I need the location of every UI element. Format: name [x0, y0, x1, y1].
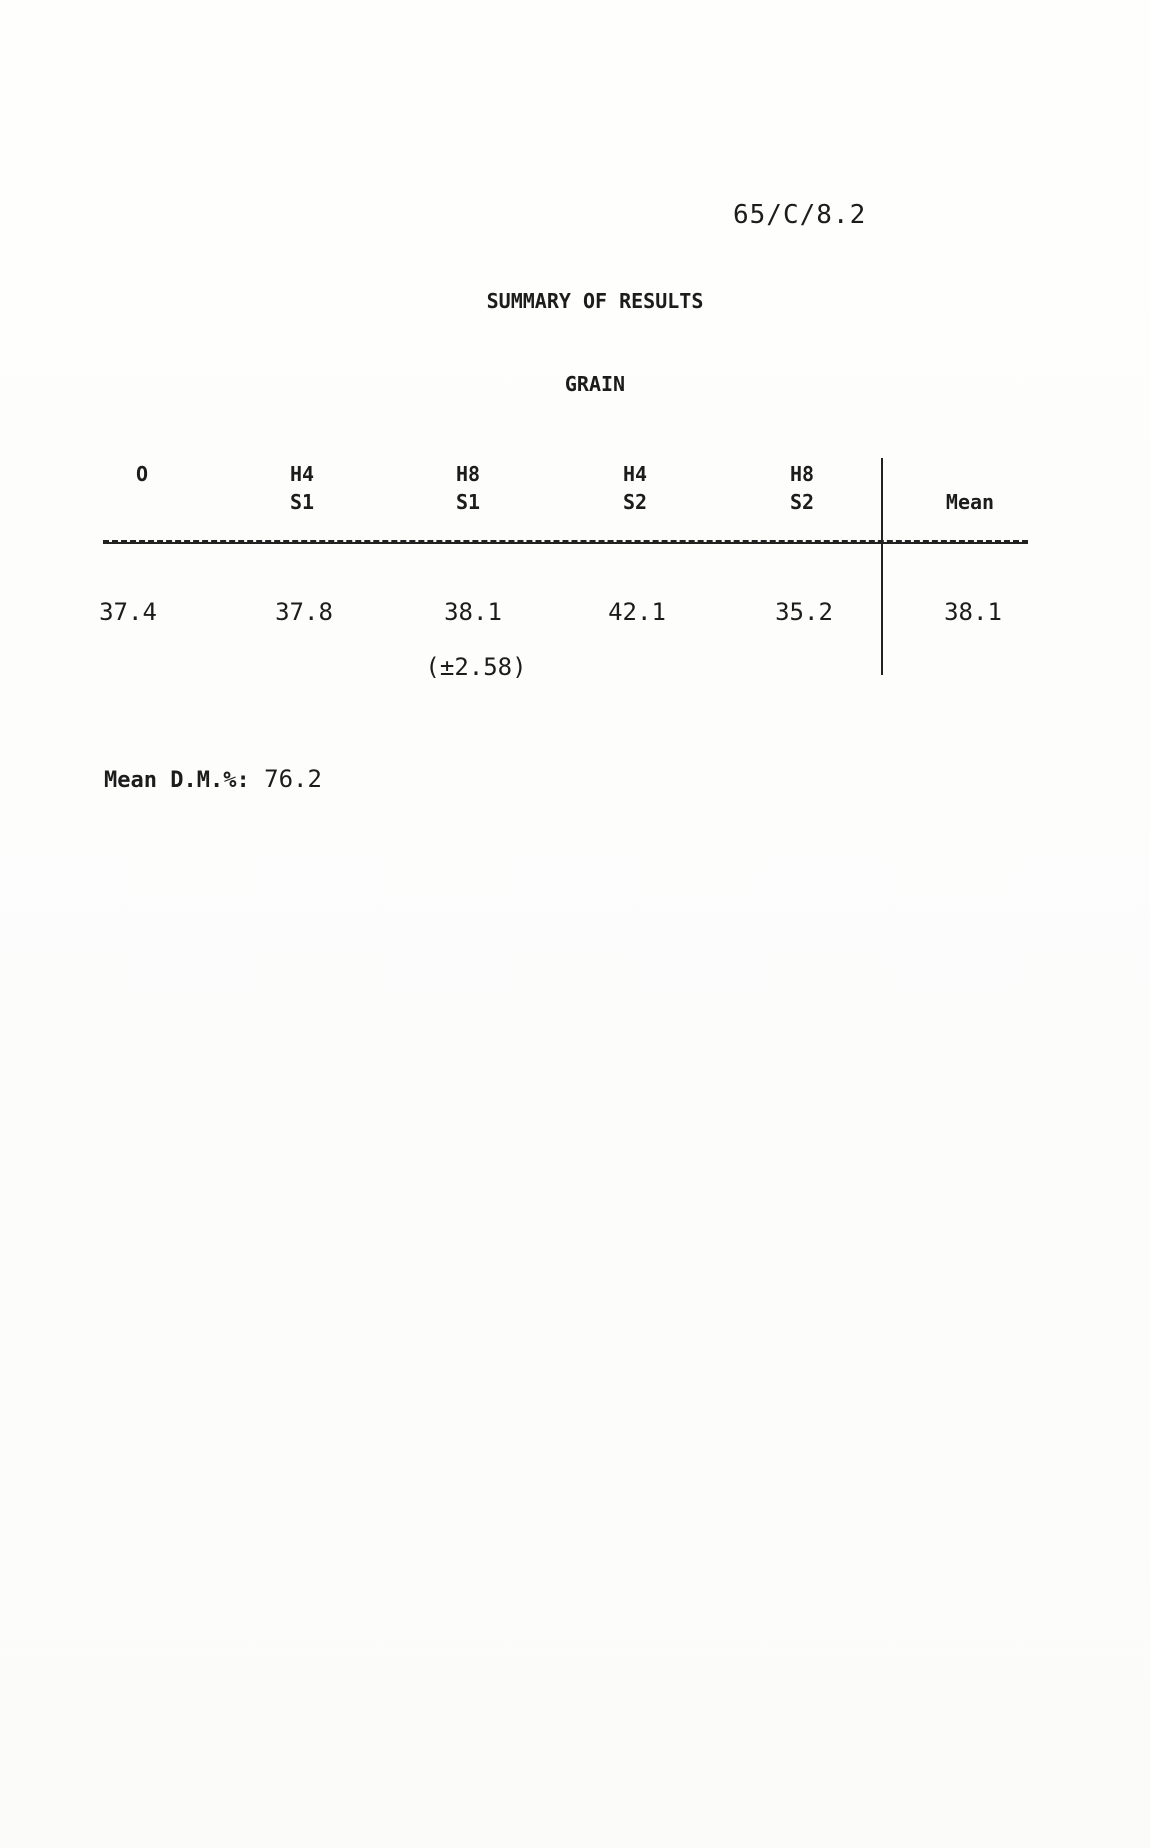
column-header-h4-s1 [242, 460, 362, 516]
column-header-line1: H8 [789, 462, 815, 486]
column-header-h4-s2 [575, 460, 695, 516]
value-h4-s2: 42.1 [608, 598, 666, 626]
column-header-line1: O [135, 462, 149, 486]
mean-dm-value: 76.2 [264, 765, 322, 793]
section-subtitle: GRAIN [564, 372, 626, 396]
document-reference: 65/C/8.2 [733, 200, 867, 230]
mean-dry-matter [104, 765, 322, 793]
column-header-line1: Mean [945, 490, 995, 514]
value-h8-s1: 38.1 [444, 598, 502, 626]
mean-dm-label: Mean D.M.%: [104, 768, 250, 793]
value-h4-s1: 37.8 [275, 598, 333, 626]
column-header-control [82, 460, 202, 488]
standard-error: (±2.58) [425, 653, 527, 681]
column-header-line2: S2 [789, 490, 815, 514]
value-mean: 38.1 [944, 598, 1002, 626]
column-header-h8-s2 [742, 460, 862, 516]
value-control: 37.4 [99, 598, 157, 626]
column-header-line1: H8 [455, 462, 481, 486]
mean-column-divider [881, 458, 883, 675]
column-header-line1: H4 [289, 462, 315, 486]
page-title: SUMMARY OF RESULTS [486, 289, 704, 313]
column-header-line2: S2 [622, 490, 648, 514]
column-header-h8-s1 [408, 460, 528, 516]
table-header-rule [103, 542, 1028, 544]
column-header-line2: S1 [289, 490, 315, 514]
column-header-mean [910, 488, 1030, 516]
column-header-line2: S1 [455, 490, 481, 514]
value-h8-s2: 35.2 [775, 598, 833, 626]
column-header-line1: H4 [622, 462, 648, 486]
